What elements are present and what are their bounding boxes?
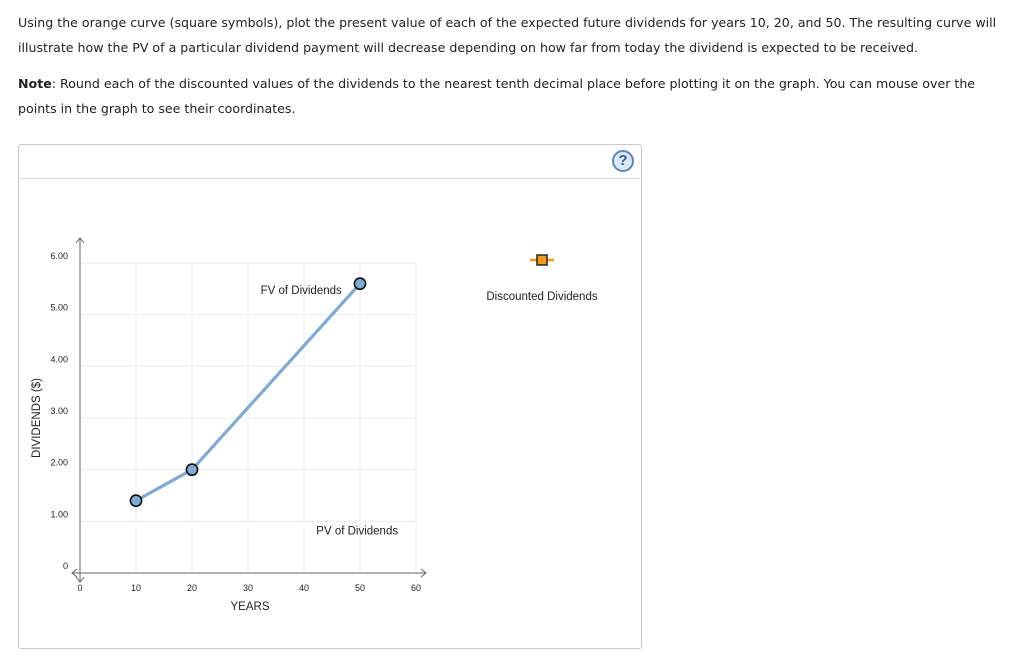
data-point[interactable] [186,464,197,475]
data-point[interactable] [354,278,365,289]
x-tick-label: 60 [410,583,422,593]
graph-panel [18,144,642,649]
x-tick-label: 50 [354,583,366,593]
y-tick-label: 3.00 [50,406,68,416]
y-tick-label: 5.00 [50,302,68,313]
help-icon[interactable]: ? [612,150,634,172]
instructions [18,10,1008,121]
legend [477,253,607,303]
legend-label: Discounted Dividends [486,291,598,303]
note-paragraph [18,71,1008,121]
discounted-dividends-tool-icon[interactable] [528,253,556,267]
x-tick-label: 40 [298,583,310,593]
y-tick-label: 1.00 [50,509,68,520]
x-axis-title: YEARS [230,601,270,613]
note-label: Note [18,76,52,91]
x-tick-label: 20 [186,583,198,593]
y-tick-label: 0 [62,561,68,571]
series-annotation: FV of Dividends [260,285,342,297]
x-tick-label: 0 [77,583,83,593]
y-tick-label: 4.00 [50,354,68,365]
y-tick-label: 2.00 [50,457,68,468]
instructions-paragraph: Using the orange curve (square symbols), plot the present value of each of the expected future dividends for years 10, 20, and 50. The resulting curve will illustrate how the PV of a particular dividend payment will decrease depending on how far from today the dividend is expected to be received. [18,15,997,55]
x-tick-label: 10 [130,583,142,593]
data-point[interactable] [130,495,141,506]
dividends-chart[interactable] [19,145,641,648]
series-annotation: PV of Dividends [316,525,399,538]
y-tick-label: 6.00 [50,251,68,261]
legend-square-marker [537,255,547,265]
note-text: : Round each of the discounted values of the dividends to the nearest tenth decimal place before plotting it on the graph. You can mouse over the points in the graph to see their coordinates. [18,76,976,116]
x-tick-label: 30 [242,583,254,593]
y-axis-title: DIVIDENDS ($) [31,378,43,458]
